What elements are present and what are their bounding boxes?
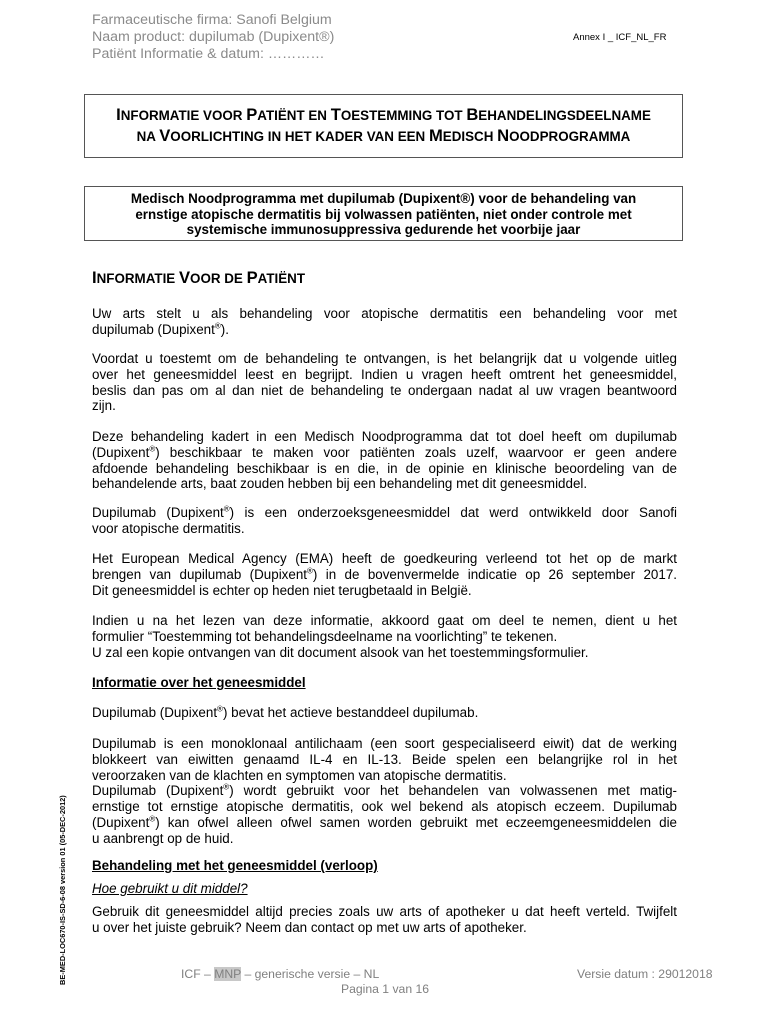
paragraph-2: Voordat u toestemt om de behandeling te ontvangen, is het belangrijk dat u volgende uitleg over het geneesmiddel leest en begrijpt. Indien u vragen heeft omtrent het geneesmiddel, beslis dan pas om al dan niet de behandeling te ondergaan nadat al uw vragen beantwoord zijn. [92, 351, 677, 414]
document-header [92, 12, 334, 63]
paragraph-3: Deze behandeling kadert in een Medisch Noodprogramma dat tot doel heeft om dupilumab (Dupixent®) beschikbaar te maken voor patiënten zoals uzelf, waarvoor er geen andere afdoende behandeling beschikbaar is en die, in de opinie en klinische beoordeling van de behandelende arts, baat zouden hebben bij een behandeling met dit geneesmiddel. [92, 429, 677, 492]
paragraph-8: Dupilumab is een monoklonaal antilichaam (een soort gespecialiseerd eiwit) dat de werking blokkeert van eiwitten genaamd IL-4 en IL-13. Beide spelen een belangrijke rol in het veroorzaken van de klachten en symptomen van atopische dermatitis. Dupilumab (Dupixent®) wordt gebruikt voor het behandelen van volwassenen met matig- ernstige tot ernstige atopische dermatitis, ook wel bekend als atopisch eczeem. Dupilumab (Dupixent®) kan ofwel alleen ofwel samen worden gebruikt met eczeemgeneesmiddelen die u aanbrengt op de huid. [92, 736, 677, 846]
section-title: INFORMATIE VOOR DE PATIËNT [92, 268, 306, 287]
heading-treatment: Behandeling met het geneesmiddel (verloop) [92, 858, 378, 873]
paragraph-1: Uw arts stelt u als behandeling voor atopische dermatitis een behandeling voor met dupilumab (Dupixent®). [92, 306, 677, 337]
paragraph-7: Dupilumab (Dupixent®) bevat het actieve bestanddeel dupilumab. [92, 704, 479, 720]
annex-label: Annex I _ ICF_NL_FR [573, 32, 667, 43]
title-line-2: NA VOORLICHTING IN HET KADER VAN EEN MEDISCH NOODPROGRAMMA [136, 126, 631, 145]
program-line-3: systemische immunosuppressiva gedurende het voorbije jaar [186, 222, 581, 238]
program-line-1: Medisch Noodprogramma met dupilumab (Dupixent®) voor de behandeling van [130, 191, 637, 206]
patient-info-line: Patiënt Informatie & datum: ………… [92, 46, 325, 62]
footer-version-date: Versie datum : 29012018 [577, 967, 713, 981]
company-line: Farmaceutische firma: Sanofi Belgium [92, 12, 332, 28]
heading-drug-info: Informatie over het geneesmiddel [92, 675, 306, 690]
mnp-highlight: MNP [214, 967, 242, 981]
product-line: Naam product: dupilumab (Dupixent®) [92, 29, 335, 45]
footer-left: ICF – MNP – generische versie – NL [181, 967, 380, 981]
title-box [84, 94, 683, 158]
footer-page-number: Pagina 1 van 16 [340, 982, 430, 996]
program-box [84, 186, 683, 241]
side-reference-code: BE-MED-LOC670-IS-SD-6-08 version 01 (05-DEC-2012) [58, 795, 67, 985]
title-line-1: INFORMATIE VOOR PATIËNT EN TOESTEMMING TOT BEHANDELINGSDEELNAME [116, 105, 651, 124]
program-line-2: ernstige atopische dermatitis bij volwassen patiënten, niet onder controle met [135, 206, 632, 222]
paragraph-4: Dupilumab (Dupixent®) is een onderzoeksgeneesmiddel dat werd ontwikkeld door Sanofi voor atopische dermatitis. [92, 504, 677, 536]
paragraph-9: Gebruik dit geneesmiddel altijd precies zoals uw arts of apotheker u dat heeft verteld. Twijfelt u over het juiste gebruik? Neem dan contact op met uw arts of apotheker. [92, 904, 677, 935]
paragraph-6: Indien u na het lezen van deze informatie, akkoord gaat om deel te nemen, dient u het formulier “Toestemming tot behandelingsdeelname na voorlichting” te tekenen. U zal een kopie ontvangen van dit document alsook van het toestemmingsformulier. [92, 613, 677, 660]
paragraph-5: Het European Medical Agency (EMA) heeft de goedkeuring verleend tot het op de markt brengen van dupilumab (Dupixent®) in de bovenvermelde indicatie op 26 september 2017. Dit geneesmiddel is echter op heden niet terugbetaald in België. [92, 551, 677, 598]
heading-how-to-use: Hoe gebruikt u dit middel? [92, 881, 248, 896]
